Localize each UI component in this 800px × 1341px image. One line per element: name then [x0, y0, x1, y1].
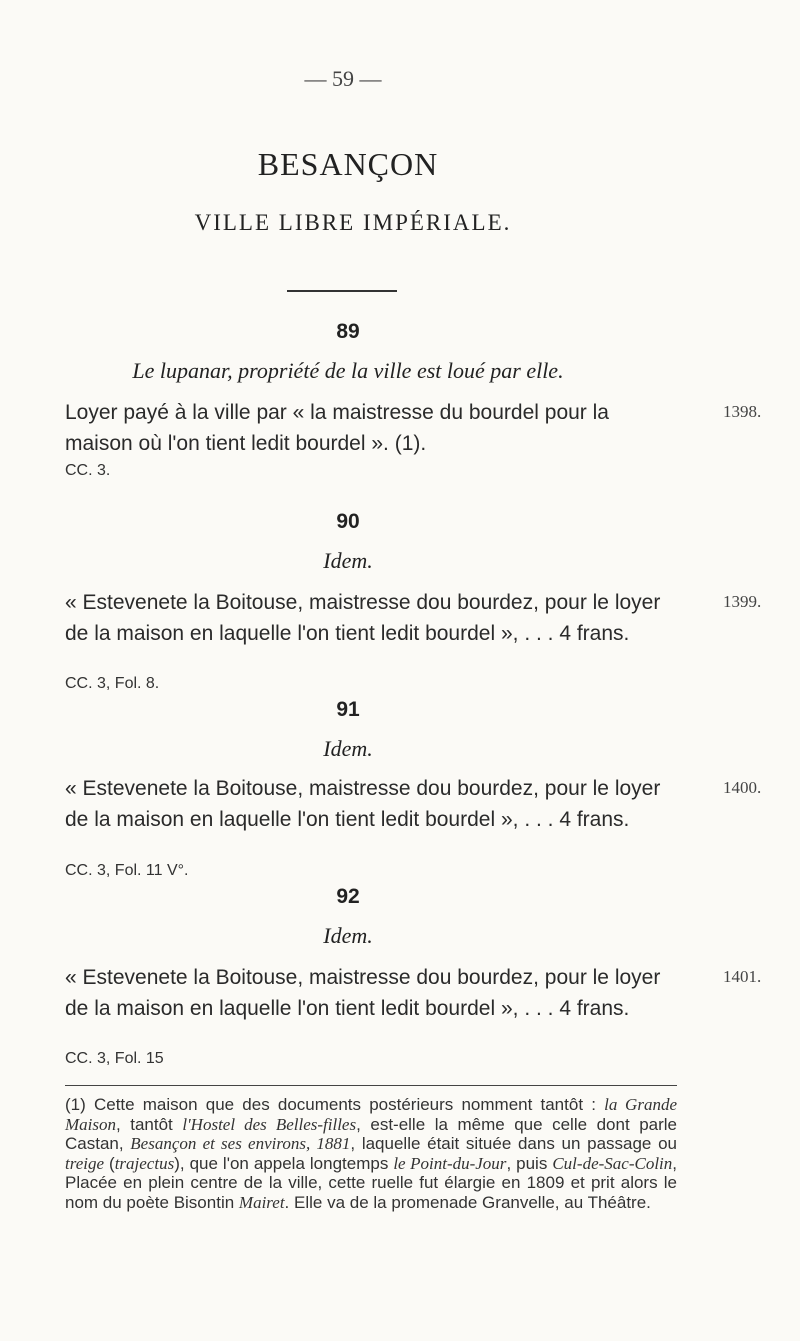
entry-year: 1400.: [723, 778, 762, 797]
entry-year: 1401.: [723, 967, 762, 986]
entry-heading: Le lupanar, propriété de la ville est loué par elle.: [132, 358, 564, 383]
entry-heading: Idem.: [323, 548, 373, 573]
entry-number: 92: [336, 885, 360, 908]
entry-reference: CC. 3, Fol. 8.: [65, 675, 160, 692]
title-divider: [287, 290, 397, 292]
entry-heading: Idem.: [323, 736, 373, 761]
footnote: (1) Cette maison que des documents postérieurs nomment tantôt : la Grande Maison, tantôt l'Hostel des Belles-filles, est-elle la même que celle dont parle Castan, Besançon et ses environs, 1881, laquelle était située dans un passage ou treige (trajectus), que l'on appela longtemps le Point-du-Jour, puis Cul-de-Sac-Colin, Placée en plein centre de la ville, cette ruelle fut élargie en 1809 et prit alors le nom du poète Bisontin Mairet. Elle va de la promenade Granvelle, au Théâtre.: [65, 1095, 678, 1212]
entry-text: « Estevenete la Boitouse, maistresse dou bourdez, pour le loyer de la maison en laquelle l'on tient ledit bourdel », . . . 4 frans.: [65, 777, 661, 831]
entry-text: « Estevenete la Boitouse, maistresse dou bourdez, pour le loyer de la maison en laquelle l'on tient ledit bourdel », . . . 4 frans.: [65, 591, 661, 645]
footnote-marker: (1): [65, 1095, 86, 1114]
entry-text: « Estevenete la Boitouse, maistresse dou bourdez, pour le loyer de la maison en laquelle l'on tient ledit bourdel », . . . 4 frans.: [65, 966, 661, 1020]
page-title: BESANÇON: [257, 146, 439, 182]
entry-year: 1399.: [723, 592, 762, 611]
entry-number: 91: [336, 698, 360, 721]
entry-heading: Idem.: [323, 923, 373, 948]
entry-year: 1398.: [723, 402, 762, 421]
entry-reference: CC. 3, Fol. 15: [65, 1050, 164, 1067]
entry-reference: CC. 3.: [65, 462, 111, 479]
entry-text: Loyer payé à la ville par « la maistresse du bourdel pour la maison où l'on tient ledit bourdel ». (1).: [65, 401, 609, 455]
entry-number: 90: [336, 510, 360, 533]
entry-number: 89: [336, 320, 360, 343]
footnote-divider: [65, 1085, 677, 1086]
page-number: — 59 —: [304, 66, 382, 91]
page-subtitle: VILLE LIBRE IMPÉRIALE.: [194, 210, 512, 235]
entry-reference: CC. 3, Fol. 11 V°.: [65, 862, 189, 879]
